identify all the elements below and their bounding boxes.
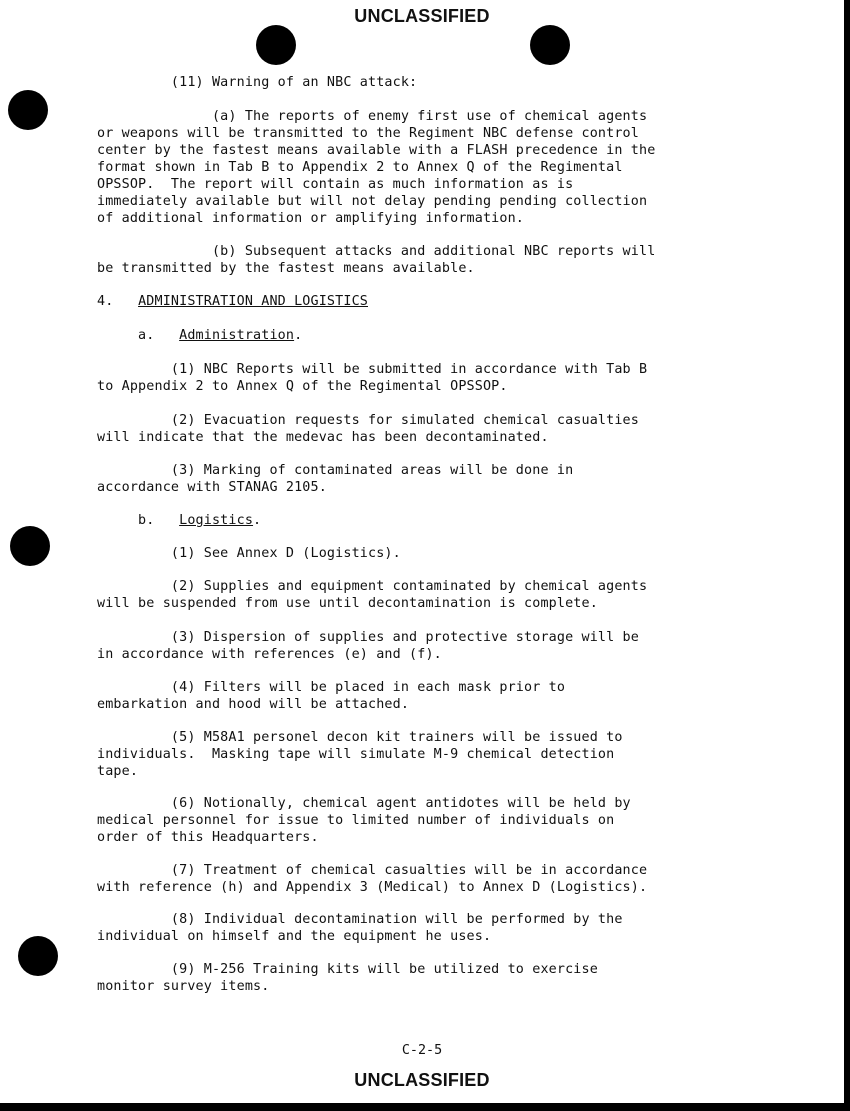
section-4-title: ADMINISTRATION AND LOGISTICS (138, 294, 368, 309)
para-b5: (5) M58A1 personel decon kit trainers will be issued to individuals. Masking tape will simulate M-9 chemical detection tape. (97, 730, 623, 779)
punch-hole-top-left (256, 25, 296, 65)
para-a1: (1) NBC Reports will be submitted in accordance with Tab B to Appendix 2 to Annex Q of the Regimental OPSSOP. (97, 362, 648, 394)
para-11b: (b) Subsequent attacks and additional NBC reports will be transmitted by the fastest means available. (97, 244, 656, 276)
para-b9: (9) M-256 Training kits will be utilized to exercise monitor survey items. (97, 962, 598, 994)
para-b3: (3) Dispersion of supplies and protective storage will be in accordance with references (e) and (f). (97, 630, 639, 662)
subsection-a-heading: a. Administration. (97, 328, 303, 343)
subsection-b-title: Logistics (179, 513, 254, 528)
subsection-a-number: a. (97, 328, 180, 343)
punch-hole-left-upper (8, 90, 48, 130)
scan-border-right (844, 0, 850, 1111)
punch-hole-left-middle (10, 526, 50, 566)
para-b7: (7) Treatment of chemical casualties will be in accordance with reference (h) and Appendix 3 (Medical) to Annex D (Logistics). (97, 863, 648, 895)
para-a2: (2) Evacuation requests for simulated chemical casualties will indicate that the medevac has been decontaminated. (97, 413, 639, 445)
punch-hole-left-lower (18, 936, 58, 976)
classification-footer: UNCLASSIFIED (354, 1070, 490, 1090)
para-11a: (a) The reports of enemy first use of chemical agents or weapons will be transmitted to the Regiment NBC defense control center by the fastest means available with a FLASH precedence in the format shown in Tab B to Appendix 2 to Annex Q of the Regimental OPSSOP. The report will contain as much information as is immediately available but will not delay pending pending collection of additional information or amplifying information. (97, 109, 656, 226)
section-4-heading (97, 293, 368, 310)
punch-hole-top-right (530, 25, 570, 65)
section-4-number: 4. (97, 294, 139, 309)
para-11-warning: (11) Warning of an NBC attack: (97, 75, 418, 90)
para-b2: (2) Supplies and equipment contaminated by chemical agents will be suspended from use until decontamination is complete. (97, 579, 648, 611)
para-b4: (4) Filters will be placed in each mask prior to embarkation and hood will be attached. (97, 680, 566, 712)
para-b8: (8) Individual decontamination will be performed by the individual on himself and the equipment he uses. (97, 912, 623, 944)
subsection-b-heading: b. Logistics. (97, 513, 262, 528)
para-b6: (6) Notionally, chemical agent antidotes will be held by medical personnel for issue to limited number of individuals on order of this Headquarters. (97, 796, 631, 845)
subsection-b-number: b. (97, 513, 180, 528)
para-a3: (3) Marking of contaminated areas will be done in accordance with STANAG 2105. (97, 463, 574, 495)
page-number: C-2-5 (401, 1043, 443, 1058)
classification-header: UNCLASSIFIED (354, 6, 490, 26)
para-b1: (1) See Annex D (Logistics). (97, 546, 401, 561)
scan-border-bottom (0, 1103, 850, 1111)
subsection-a-title: Administration (179, 328, 295, 343)
